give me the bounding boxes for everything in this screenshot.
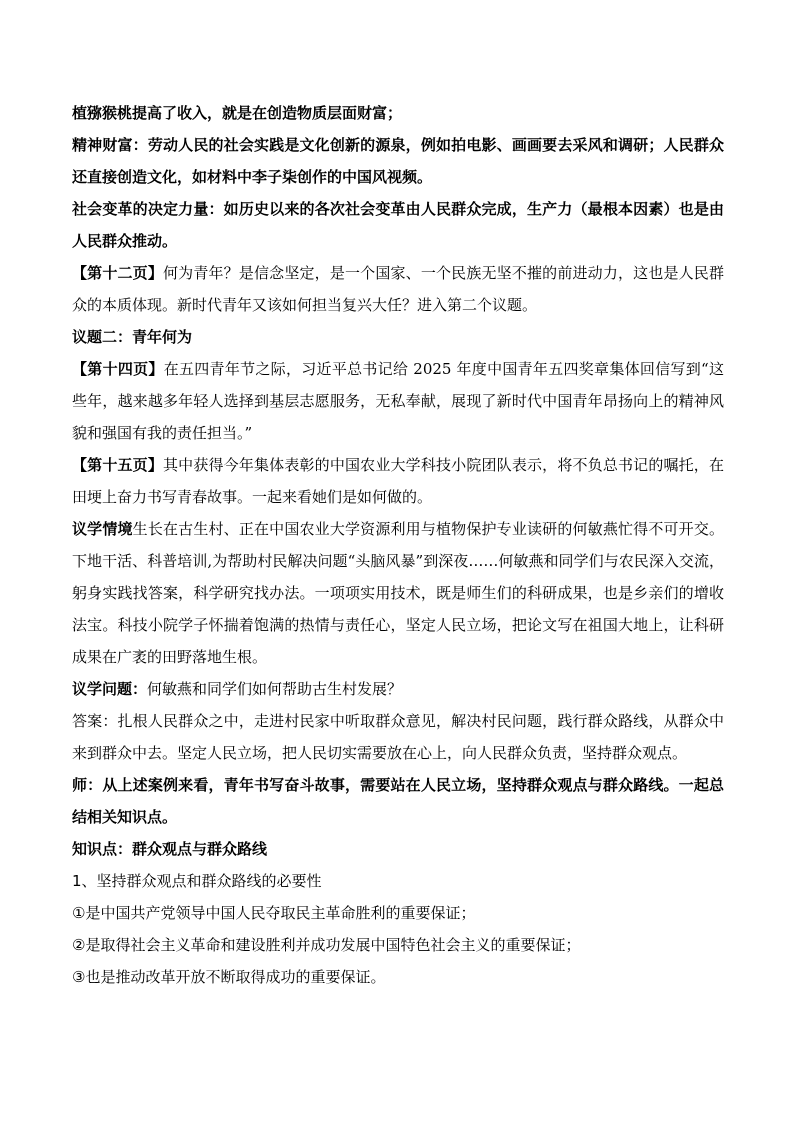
paragraph-wealth-material: 植猕猴桃提高了收入，就是在创造物质层面财富；	[72, 104, 403, 122]
question-text: 何敏燕和同学们如何帮助古生村发展？	[147, 680, 403, 698]
paragraph-situation	[72, 513, 724, 673]
situation-text: 生长在古生村、正在中国农业大学资源利用与植物保护专业读研的何敏燕忙得不可开交。下地干活、科普培训,为帮助村民解决问题“头脑风暴”到深夜……何敏燕和同学们与农民深入交流，躬身实践找答案，科学研究找办法。一项项实用技术，既是师生们的科研成果，也是乡亲们的增收法宝。科技小院学子怀揣着饱满的热情与责任心，坚定人民立场，把论文写在祖国大地上，让科研成果在广袤的田野落地生根。	[72, 520, 724, 666]
spiritual-wealth-label: 精神财富：	[72, 136, 148, 154]
list-item-3: ③也是推动改革开放不断取得成功的重要保证。	[72, 968, 386, 986]
topic-two-heading: 议题二：青年何为	[72, 328, 193, 346]
situation-label: 议学情境	[72, 520, 133, 538]
paragraph-teacher: 师：从上述案例来看，青年书写奋斗故事，需要站在人民立场，坚持群众观点与群众路线。一起总结相关知识点。	[72, 776, 724, 826]
page-14-tag: 【第十四页】	[72, 360, 164, 378]
paragraph-page-15	[72, 449, 724, 513]
social-change-text: 如历史以来的各次社会变革由人民群众完成，生产力（最根本因素）也是由人民群众推动。	[72, 200, 724, 250]
spiritual-wealth-text: 劳动人民的社会实践是文化创新的源泉，例如拍电影、画画要去采风和调研；人民群众还直接创造文化，如材料中李子柒创作的中国风视频。	[72, 136, 724, 186]
knowledge-point-heading: 知识点：群众观点与群众路线	[72, 840, 268, 858]
list-item-2: ②是取得社会主义革命和建设胜利并成功发展中国特色社会主义的重要保证；	[72, 936, 581, 954]
question-label: 议学问题：	[72, 680, 148, 698]
paragraph-spiritual-wealth	[72, 129, 724, 193]
paragraph-question	[72, 673, 724, 705]
page-14-text: 在五四青年节之际，习近平总书记给 2025 年度中国青年五四奖章集体回信写到“这些年，越来越多年轻人选择到基层志愿服务，无私奉献，展现了新时代中国青年昂扬向上的精神风貌和强国有我的责任担当。”	[72, 360, 724, 442]
list-heading-necessity: 1、坚持群众观点和群众路线的必要性	[72, 872, 322, 890]
answer-label: 答案：	[72, 712, 118, 730]
answer-text: 扎根人民群众之中，走进村民家中听取群众意见，解决村民问题，践行群众路线，从群众中来到群众中去。坚定人民立场，把人民切实需要放在心上，向人民群众负责，坚持群众观点。	[72, 712, 724, 762]
paragraph-answer	[72, 705, 724, 769]
document-body	[72, 97, 724, 993]
social-change-label: 社会变革的决定力量：	[72, 200, 224, 218]
page-15-text: 其中获得今年集体表彰的中国农业大学科技小院团队表示，将不负总书记的嘱托，在田埂上奋力书写青春故事。一起来看她们是如何做的。	[72, 456, 724, 506]
page-12-tag: 【第十二页】	[72, 264, 163, 282]
page-15-tag: 【第十五页】	[72, 456, 163, 474]
paragraph-social-change	[72, 193, 724, 257]
page-12-text: 何为青年？是信念坚定，是一个国家、一个民族无坚不摧的前进动力，这也是人民群众的本质体现。新时代青年又该如何担当复兴大任？进入第二个议题。	[72, 264, 724, 314]
list-item-1: ①是中国共产党领导中国人民夺取民主革命胜利的重要保证；	[72, 904, 476, 922]
paragraph-page-12	[72, 257, 724, 321]
paragraph-page-14	[72, 353, 724, 449]
